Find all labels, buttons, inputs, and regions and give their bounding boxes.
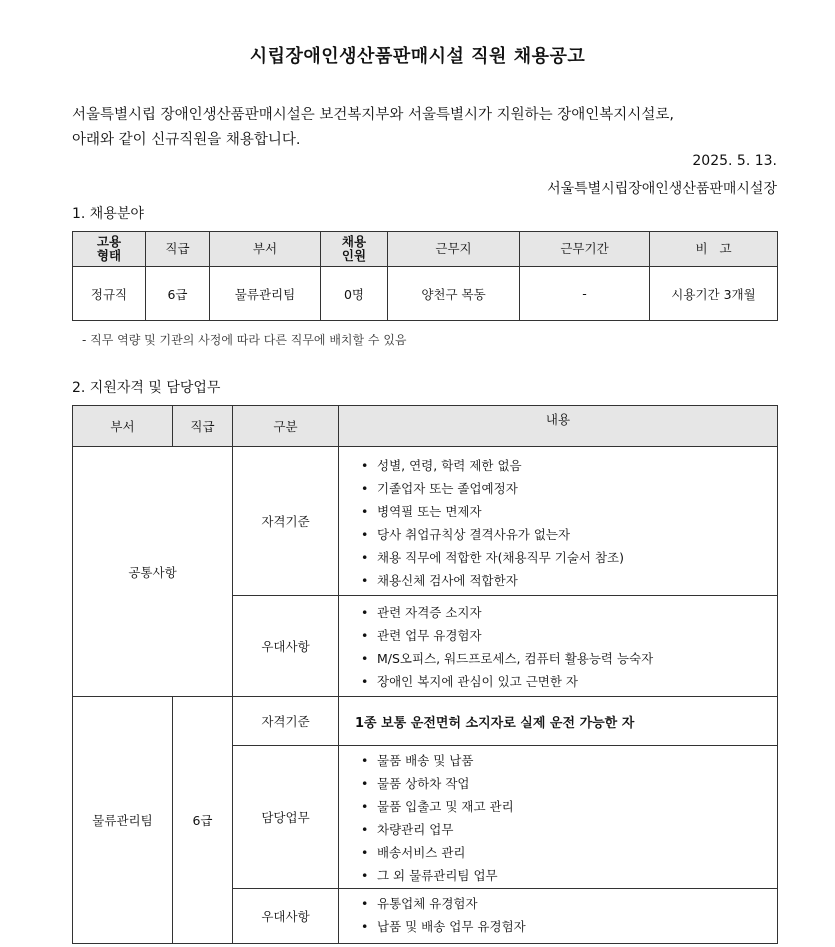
common-qualification-list	[361, 454, 777, 592]
header-category: 구분	[233, 406, 339, 447]
recruitment-field-table	[72, 231, 778, 321]
announcement-date: 2025. 5. 13.	[692, 153, 777, 169]
logistics-duty-list	[361, 749, 777, 887]
cell-headcount: 0명	[321, 267, 388, 321]
cell-logistics-duties	[339, 746, 778, 889]
placement-note: - 직무 역량 및 기관의 사정에 따라 다른 직무에 배치할 수 있음	[82, 333, 407, 347]
common-preference-list	[361, 601, 777, 693]
list-item: • 관련 업무 유경험자	[361, 628, 482, 643]
list-item: • 기졸업자 또는 졸업예정자	[361, 481, 518, 496]
cell-department: 물류관리팀	[210, 267, 321, 321]
list-item: • 채용 직무에 적합한 자(채용직무 기술서 참조)	[361, 550, 624, 565]
list-item: • 유통업체 유경험자	[361, 896, 478, 911]
cell-common-qualification-label: 자격기준	[233, 447, 339, 596]
list-item: • M/S오피스, 워드프로세스, 컴퓨터 활용능력 능숙자	[361, 651, 654, 666]
list-item: • 성별, 연령, 학력 제한 없음	[361, 458, 522, 473]
cell-logistics-preference-label: 우대사항	[233, 889, 339, 944]
cell-employment-type: 정규직	[73, 267, 146, 321]
table-row	[73, 697, 778, 746]
list-item: • 차량관리 업무	[361, 822, 454, 837]
list-item: • 납품 및 배송 업무 유경험자	[361, 919, 526, 934]
header-text: 채용	[341, 234, 367, 249]
logistics-preference-list	[361, 892, 777, 938]
header-department: 부서	[210, 232, 321, 267]
header-location: 근무지	[388, 232, 520, 267]
cell-location: 양천구 목동	[388, 267, 520, 321]
cell-logistics-department: 물류관리팀	[73, 697, 173, 944]
cell-grade: 6급	[146, 267, 210, 321]
header-content: 내용	[339, 406, 778, 447]
header-department: 부서	[73, 406, 173, 447]
header-remarks: 비 고	[650, 232, 778, 267]
header-headcount	[321, 232, 388, 267]
list-item: • 장애인 복지에 관심이 있고 근면한 자	[361, 674, 578, 689]
table-header-row	[73, 406, 778, 447]
list-item: • 물품 배송 및 납품	[361, 753, 474, 768]
table-row	[73, 447, 778, 596]
cell-remarks: 시용기간 3개월	[650, 267, 778, 321]
section-2-title: 2. 지원자격 및 담당업무	[72, 380, 221, 396]
qualification-duty-table	[72, 405, 778, 944]
cell-common-qualifications	[339, 447, 778, 596]
header-grade: 직급	[173, 406, 233, 447]
cell-common-preference-label: 우대사항	[233, 596, 339, 697]
header-employment-type	[73, 232, 146, 267]
organization-name: 서울특별시립장애인생산품판매시설장	[547, 181, 777, 197]
cell-common-label: 공통사항	[73, 447, 233, 697]
header-text: 형태	[96, 248, 122, 263]
list-item: • 그 외 물류관리팀 업무	[361, 868, 498, 883]
intro-line-2: 아래와 같이 신규직원을 채용합니다.	[72, 132, 301, 148]
cell-common-preferences	[339, 596, 778, 697]
cell-logistics-qualification-label: 자격기준	[233, 697, 339, 746]
header-period: 근무기간	[520, 232, 650, 267]
header-text: 인원	[341, 248, 367, 263]
cell-logistics-qualification: 1종 보통 운전면허 소지자로 실제 운전 가능한 자	[339, 697, 778, 746]
list-item: • 채용신체 검사에 적합한자	[361, 573, 518, 588]
cell-logistics-grade: 6급	[173, 697, 233, 944]
cell-logistics-preferences	[339, 889, 778, 944]
intro-line-1: 서울특별시립 장애인생산품판매시설은 보건복지부와 서울특별시가 지원하는 장애인복지시설로,	[72, 107, 674, 123]
list-item: • 관련 자격증 소지자	[361, 605, 482, 620]
intro-text	[72, 103, 792, 153]
table-row	[73, 267, 778, 321]
list-item: • 병역필 또는 면제자	[361, 504, 482, 519]
list-item: • 물품 상하차 작업	[361, 776, 470, 791]
cell-period: -	[520, 267, 650, 321]
list-item: • 물품 입출고 및 재고 관리	[361, 799, 514, 814]
cell-logistics-duties-label: 담당업무	[233, 746, 339, 889]
section-1-title: 1. 채용분야	[72, 206, 144, 222]
header-text: 고용	[96, 234, 122, 249]
table-header-row	[73, 232, 778, 267]
list-item: • 배송서비스 관리	[361, 845, 466, 860]
list-item: • 당사 취업규칙상 결격사유가 없는자	[361, 527, 571, 542]
page-title: 시립장애인생산품판매시설 직원 채용공고	[249, 46, 586, 67]
header-grade: 직급	[146, 232, 210, 267]
